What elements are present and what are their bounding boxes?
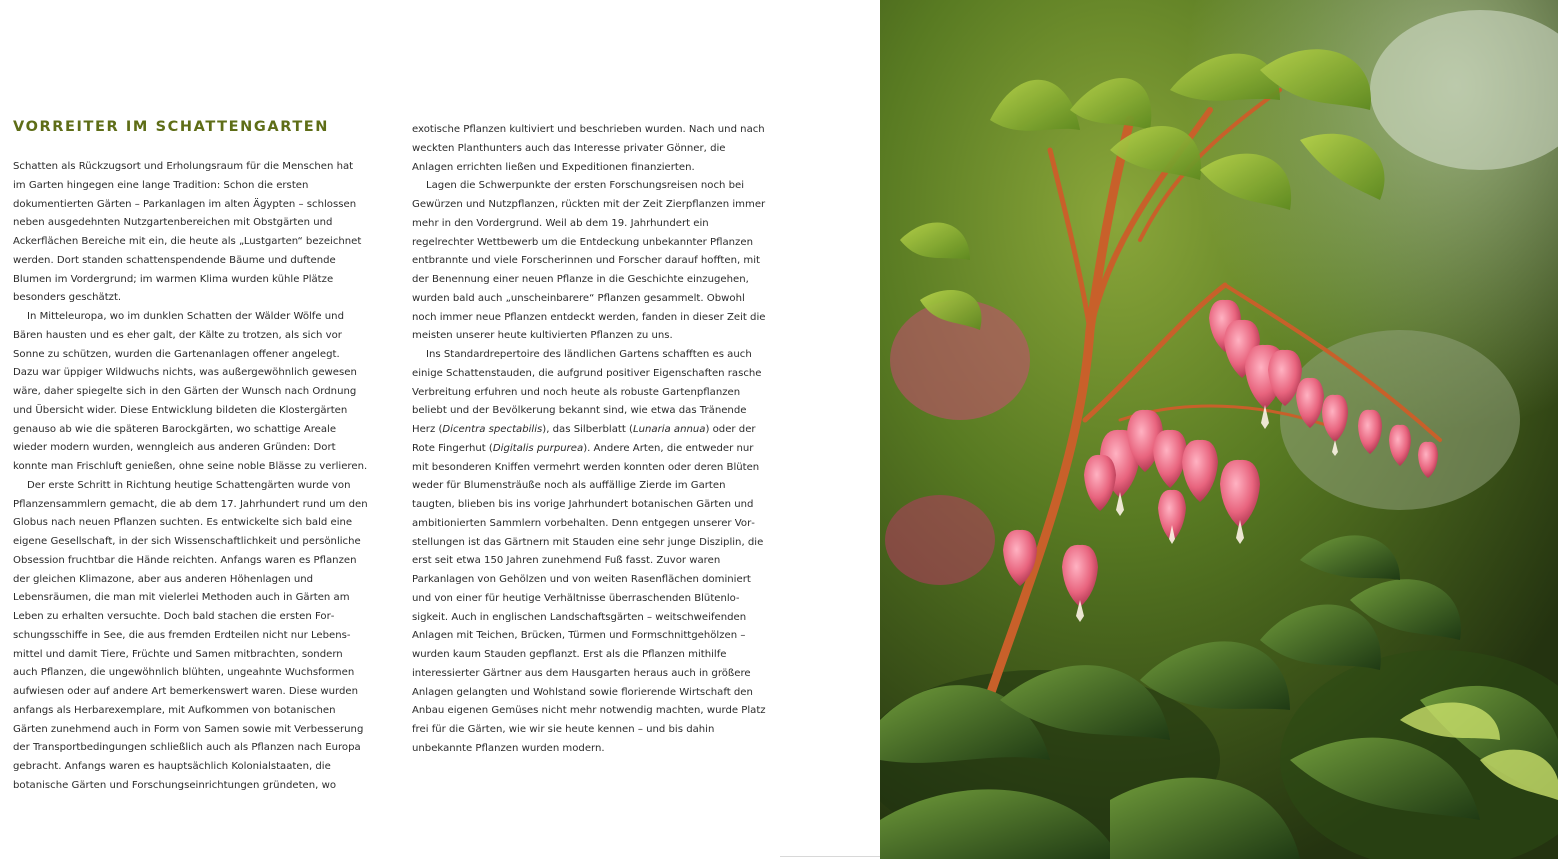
latin-name-digitalis: Digitalis purpurea — [492, 442, 584, 454]
section-heading: VORREITER IM SCHATTENGARTEN — [13, 119, 330, 135]
paragraph-6-text-c: ) oder der Rote Fingerhut ( — [412, 424, 756, 454]
left-text-column — [13, 158, 368, 796]
paragraph-6 — [412, 346, 767, 759]
paragraph-1: Schatten als Rückzugsort und Erholungsraum für die Menschen hat im Garten hingegen eine lange Tradition: Schon die ersten dokumentierten Gärten – Parkanlagen im alten Ägypten – schlossen neben ausgedehnten Nutzgartenbereichen mit Obstgärten und Ackerflächen Bereiche mit ein, die heute als „Lustgarten“ bezeichnet werden. Dort standen schattenspendende Bäume und duftende Blumen im Vordergrund; im warmen Klima wurden kühle Plätze besonders geschätzt. — [13, 161, 362, 304]
paragraph-6-text-a: Ins Standardrepertoire des ländlichen Gartens schafften es auch einige Schattenstauden, die aufgrund positiver Eigenschaften rasche Verbreitung erfuhren und noch heute als robuste Gartenpflanzen beliebt und der Bevölkerung bekannt sind, wie etwa das Tränende Herz ( — [412, 349, 762, 435]
page-edge-rule — [780, 856, 880, 857]
bleeding-heart-photo — [880, 0, 1558, 859]
paragraph-2: In Mitteleuropa, wo im dunklen Schatten der Wälder Wölfe und Bären hausten und es eher galt, der Kälte zu trotzen, als sich vor Sonne zu schützen, wurden die Gartenanlagen offener angelegt. Dazu war üppiger Wildwuchs nichts, was außergewöhnlich gewesen wäre, daher spiegelte sich in den Gärten der Wunsch nach Ordnung und Übersicht wider. Diese Entwicklung bildeten die Klostergärten genauso ab wie die späteren Barockgärten, wo schattige Areale wieder modern wurden, wenngleich aus anderen Gründen: Dort konnte man Frischluft genießen, ohne seine noble Blässe zu verlieren. — [13, 311, 368, 472]
paragraph-6-text-b: ), das Silberblatt ( — [542, 424, 633, 435]
right-text-column — [412, 121, 767, 759]
photo-illustration — [880, 0, 1558, 859]
paragraph-3: Der erste Schritt in Richtung heutige Schattengärten wurde von Pflanzensammlern gemacht, die ab dem 17. Jahrhundert rund um den Globus nach neuen Pflanzen suchten. Es entwickelte sich bald eine eigene Gesellschaft, in der sich Wissenschaftlichkeit und persönliche Obsession fruchtbar die Hände reichten. Anfangs waren es Pflanzen der gleichen Klimazone, aber aus anderen Höhenlagen und Lebensräumen, die man mit vielerlei Methoden auch in Gärten am Leben zu erhalten versuchte. Doch bald stachen die ersten Forschungsschiffe in See, die aus fremden Erdteilen nicht nur Lebensmittel und damit Tiere, Früchte und Samen mitbrachten, sondern auch Pflanzen, die ungewöhnlich blühten, ungeahnte Wuchsformen aufwiesen oder auf andere Art bemerkenswert waren. Diese wurden anfangs als Herbarexemplare, mit Aufkommen von botanischen Gärten zunehmend auch in Form von Samen sowie mit Verbesserung der Transportbedingungen schließlich auch als Pflanzen nach Europa gebracht. Anfangs waren es hauptsächlich Kolonialstaaten, die botanische Gärten und Forschungseinrichtungen gründeten, wo — [13, 479, 368, 791]
paragraph-4: exotische Pflanzen kultiviert und beschrieben wurden. Nach und nach weckten Planthunters auch das Interesse privater Gönner, die Anlagen errichten ließen und Expeditionen finanzierten. — [412, 124, 765, 173]
latin-name-lunaria: Lunaria annua — [632, 424, 706, 435]
paragraph-6-text-d: ). Andere Arten, die entweder nur mit besonderen Kniffen vermehrt werden konnten oder deren Blüten weder für Blumensträuße noch als auffällige Zierde im Garten taugten, blieben bis ins vorige Jahrhundert botanischen Gärten und ambitionierten Sammlern vorbehalten. Denn entgegen unserer Vorstellungen ist das Gärtnern mit Stauden eine sehr junge Disziplin, die erst seit etwa 150 Jahren zunehmend Fuß fasst. Zuvor waren Parkanlagen von Gehölzen und von weiten Rasenflächen dominiert und von einer für heutige Verhältnisse überraschenden Blütenlosigkeit. Auch in englischen Landschaftsgärten – weitschweifenden Anlagen mit Teichen, Brücken, Türmen und Formschnittgehölzen – wurden kaum Stauden gepflanzt. Erst als die Pflanzen mithilfe interessierter Gärtner aus dem Hausgarten heraus auch in größere Anlagen gelangten und Wohlstand sowie florierende Wirtschaft den Anbau eigenen Gemüses nicht mehr notwendig machten, wurde Platz frei für die Gärten, wie wir sie heute kennen – und bis dahin unbekannte Pflanzen wurden modern. — [412, 442, 766, 754]
paragraph-5: Lagen die Schwerpunkte der ersten Forschungsreisen noch bei Gewürzen und Nutzpflanzen, rückten mit der Zeit Zierpflanzen immer mehr in den Vordergrund. Weil ab dem 19. Jahrhundert ein regelrechter Wettbewerb um die Entdeckung unbekannter Pflanzen entbrannte und viele Forscherinnen und Forscher darauf hofften, mit der Benennung einer neuen Pflanze in die Geschichte einzugehen, wurden bald auch „unscheinbarere“ Pflanzen gesammelt. Obwohl noch immer neue Pflanzen entdeckt werden, fanden in dieser Zeit die meisten unserer heute kultivierten Pflanzen zu uns. — [412, 180, 766, 342]
latin-name-dicentra: Dicentra spectabilis — [442, 424, 543, 435]
